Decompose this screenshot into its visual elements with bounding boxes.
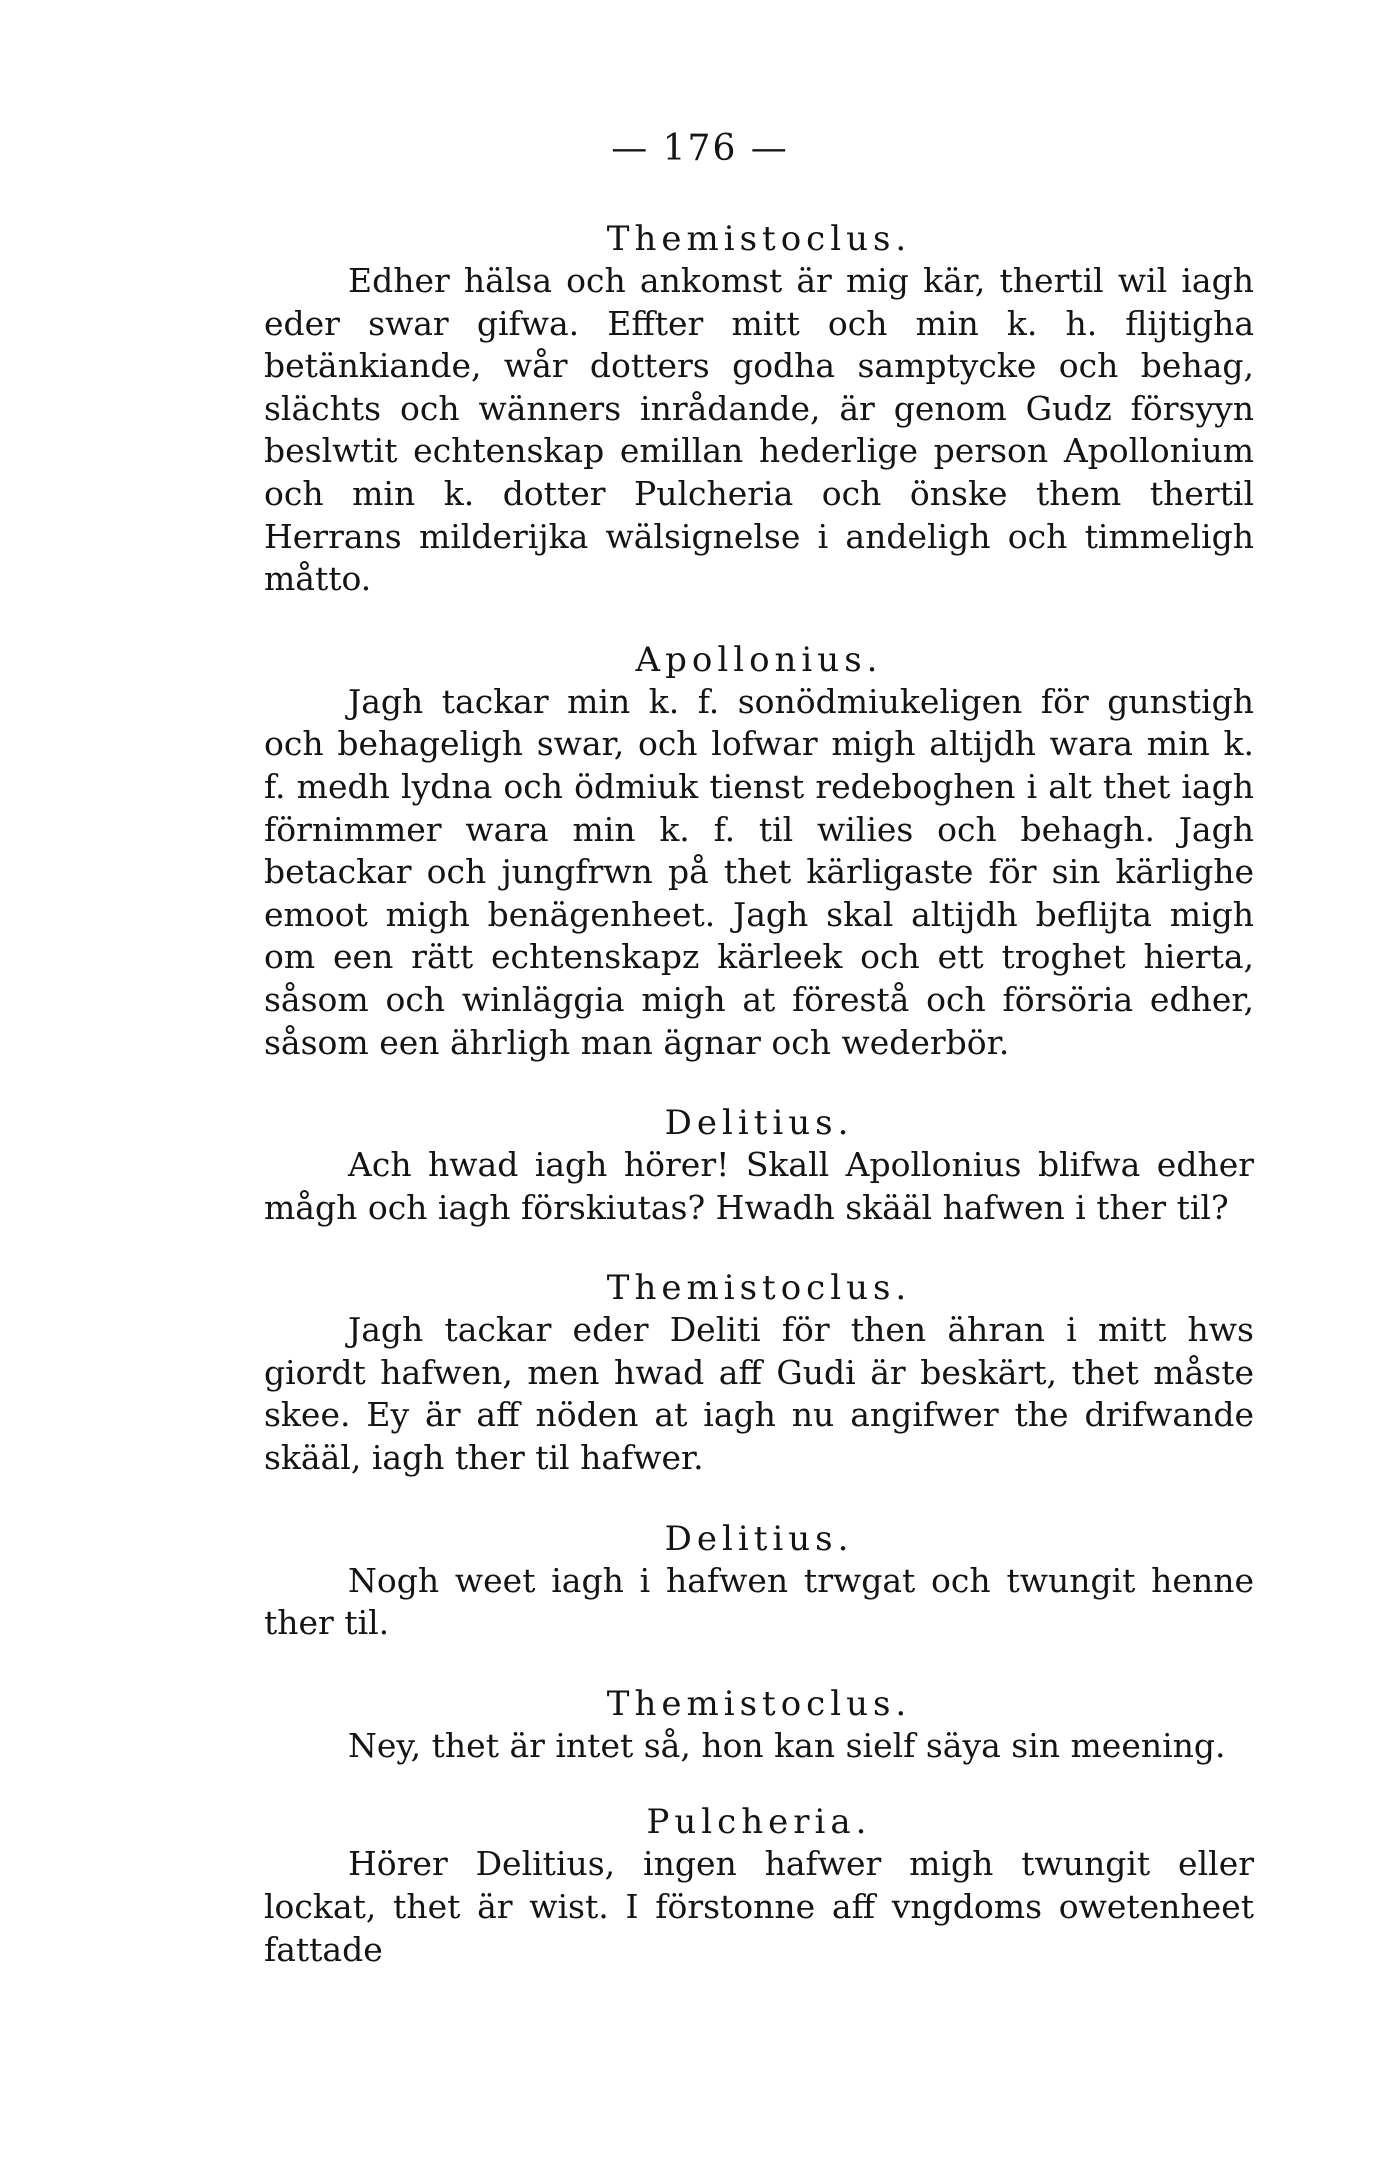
speech-text: Ach hwad iagh hörer! Skall Apollonius blifwa edher mågh och iagh förskiutas? Hwadh skääl hafwen i ther til? bbox=[264, 1145, 1254, 1227]
page-number: — 176 — bbox=[611, 128, 789, 169]
speaker-name: Themistoclus. bbox=[606, 1683, 912, 1724]
speech-text: Hörer Delitius, ingen hafwer migh twungit eller lockat, thet är wist. I förstonne aff vngdoms owetenheet fattade bbox=[264, 1844, 1254, 1969]
speaker-name: Pulcheria. bbox=[646, 1802, 872, 1843]
speaker-name: Apollonius. bbox=[635, 639, 883, 680]
speech-text: Jagh tackar eder Deliti för then ähran i mitt hws giordt hafwen, men hwad aff Gudi är beskärt, thet måste skee. Ey är aff nöden at iagh nu angifwer the drifwande skääl, iagh ther til hafwer. bbox=[264, 1310, 1254, 1478]
speaker-name: Themistoclus. bbox=[606, 219, 912, 259]
speaker-name: Delitius. bbox=[664, 1518, 854, 1559]
speech-text: Edher hälsa och ankomst är mig kär, thertil wil iagh eder swar gifwa. Effter mitt och min k. h. flijtigha betänkiande, wår dotters godha samptycke och behag, slächts och wänners inrådande, är genom Gudz försyyn beslwtit echtenskap emillan hederlige person Apollonium och min k. dotter Pulcheria och önske them thertil Herrans milderijka wälsignelse i andeligh och timmeligh måtto. bbox=[264, 261, 1254, 599]
speaker-name: Themistoclus. bbox=[606, 1268, 912, 1309]
speech-text: Ney, thet är intet så, hon kan sielf säya sin meening. bbox=[348, 1725, 1226, 1765]
speech-text: Nogh weet iagh i hafwen trwgat och twungit henne ther til. bbox=[264, 1560, 1254, 1643]
speech-text: Jagh tackar min k. f. sonödmiukeligen för gunstigh och behageligh swar, och lofwar migh altijdh wara min k. f. medh lydna och ödmiuk tienst redeboghen i alt thet iagh förnimmer wara min k. f. til wilies och behagh. Jagh betackar och jungfrwn på thet kärligaste för sin kärlighe emoot migh benägenheet. Jagh skal altijdh beflijta migh om een rätt echtenskapz kärleek och ett troghet hierta, såsom och winläggia migh at förestå och försöria edher, såsom een ährligh man ägnar och wederbör. bbox=[264, 681, 1254, 1062]
dialogue-body bbox=[264, 218, 1254, 1971]
speaker-name: Delitius. bbox=[664, 1103, 854, 1144]
